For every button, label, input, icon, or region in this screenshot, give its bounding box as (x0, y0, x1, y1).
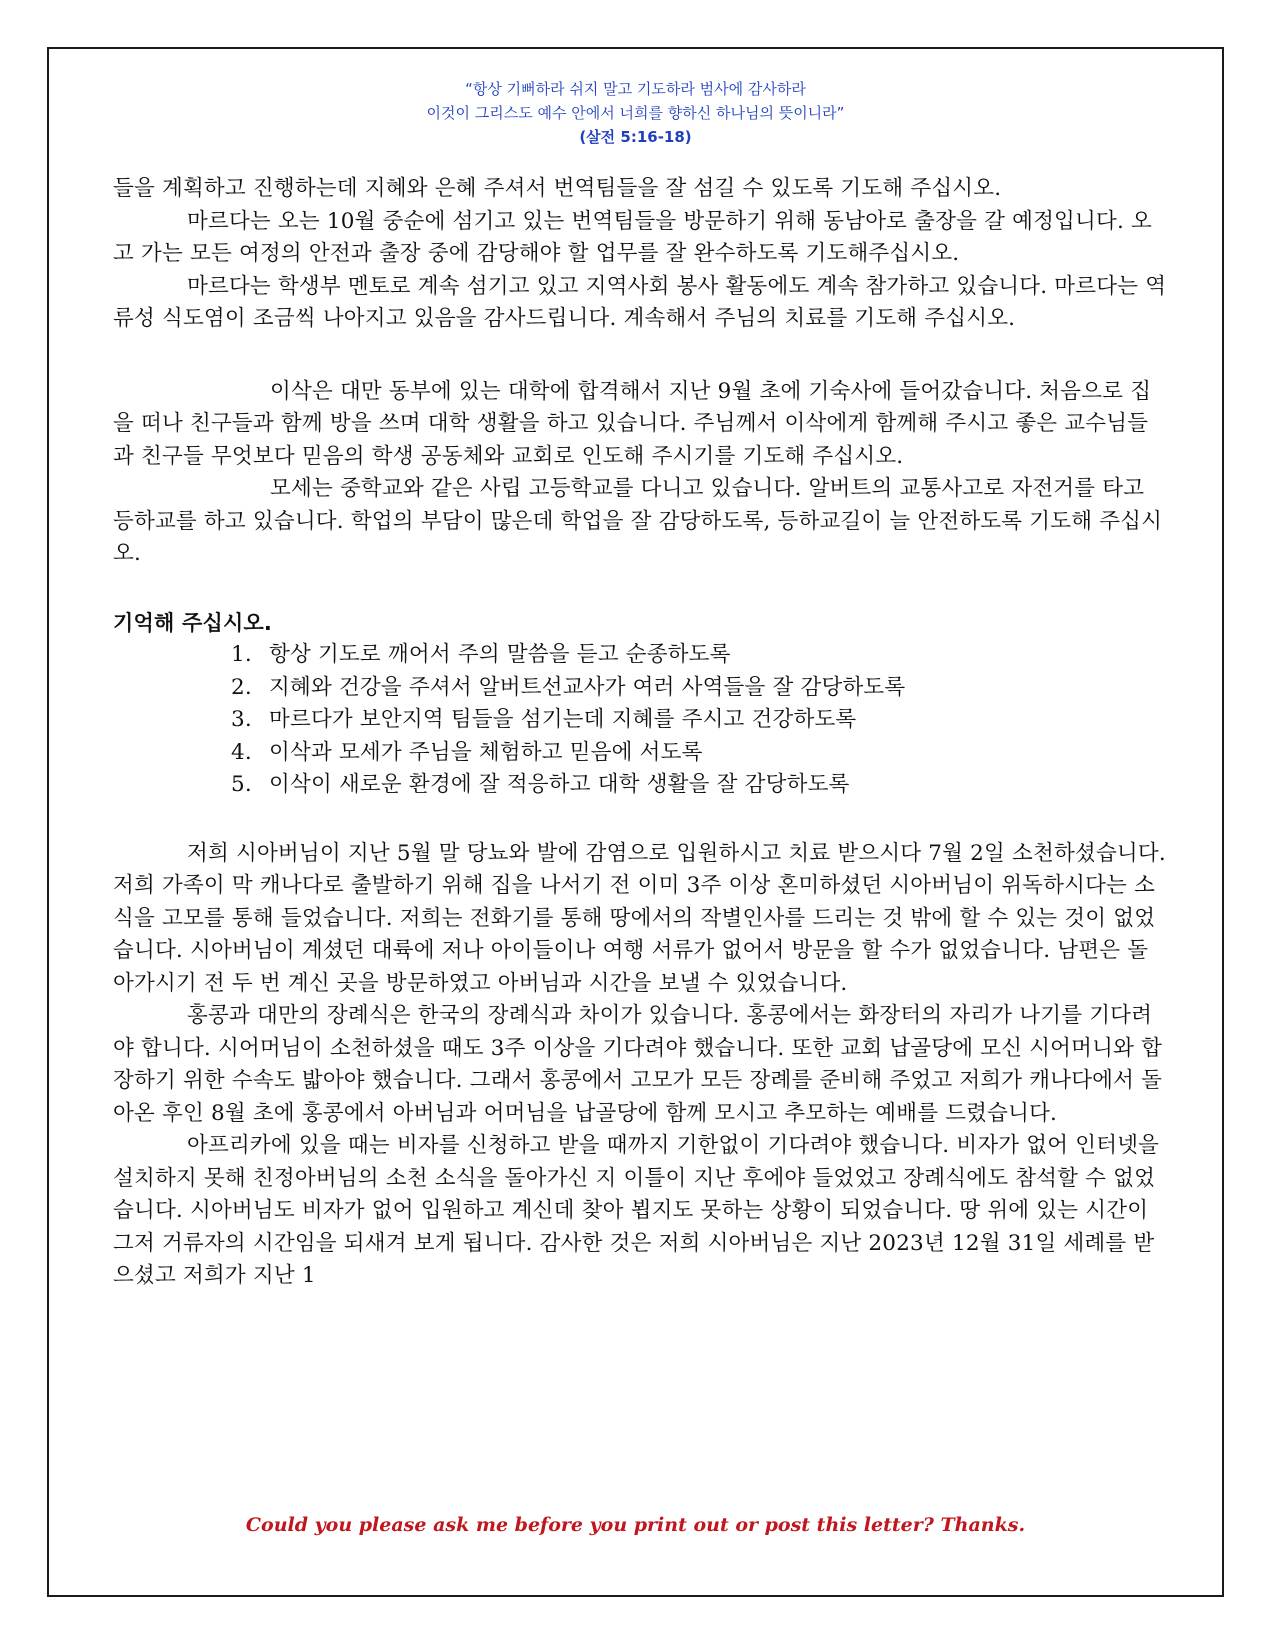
verse-header (49, 77, 1222, 149)
spacer (113, 571, 1169, 607)
paragraph-business-trip: 마르다는 오는 10월 중순에 섬기고 있는 번역팀들을 방문하기 위해 동남아로 출장을 갈 예정입니다. 오고 가는 모든 여정의 안전과 출장 중에 감당해야 할 업무를 잘 완수하도록 기도해주십시오. (113, 208, 1153, 266)
paragraph-isaac: 이삭은 대만 동부에 있는 대학에 합격해서 지난 9월 초에 기숙사에 들어갔습니다. 처음으로 집을 떠나 친구들과 함께 방을 쓰며 대학 생활을 하고 있습니다. 주님께서 이삭에게 함께해 주시고 좋은 교수님들과 친구들 무엇보다 믿음의 학생 공동체와 교회로 인도해 주시기를 기도해 주십시오. (113, 378, 1152, 469)
paragraph-africa-visa: 아프리카에 있을 때는 비자를 신청하고 받을 때까지 기한없이 기다려야 했습니다. 비자가 없어 인터넷을 설치하지 못해 친정아버님의 소천 소식을 돌아가신 지 이틀이 지난 후에야 들었었고 장례식에도 참석할 수 없었습니다. 시아버님도 비자가 없어 입원하고 계신데 찾아 뵙지도 못하는 상황이 되었습니다. 땅 위에 있는 시간이 그저 거류자의 시간임을 되새겨 보게 됩니다. 감사한 것은 저희 시아버님은 지난 2023년 12월 31일 세례를 받으셨고 저희가 지난 1 (113, 1133, 1160, 1288)
prayer-item: 2. 지혜와 건강을 주셔서 알버트선교사가 여러 사역들을 잘 감당하도록 (259, 672, 1169, 705)
verse-line-1: “항상 기뻐하라 쉬지 말고 기도하라 범사에 감사하라 (465, 80, 806, 98)
spacer (113, 336, 1169, 376)
letter-body (113, 173, 1169, 1293)
prayer-item: 5. 이삭이 새로운 환경에 잘 적응하고 대학 생활을 잘 감당하도록 (259, 769, 1169, 802)
spacer (113, 802, 1169, 838)
paragraph-martha-health: 마르다는 학생부 멘토로 계속 섬기고 있고 지역사회 봉사 활동에도 계속 참가하고 있습니다. 마르다는 역류성 식도염이 조금씩 나아지고 있음을 감사드립니다. 계속해서 주님의 치료를 기도해 주십시오. (113, 273, 1167, 331)
prayer-item: 4. 이삭과 모세가 주님을 체험하고 믿음에 서도록 (259, 737, 1169, 770)
footer-note: Could you please ask me before you print out or post this letter? Thanks. (245, 1514, 1026, 1536)
prayer-item: 3. 마르다가 보안지역 팀들을 섬기는데 지혜를 주시고 건강하도록 (259, 704, 1169, 737)
prayer-list-heading: 기억해 주십시오. (113, 610, 273, 635)
paragraph-translation-teams: 들을 계획하고 진행하는데 지혜와 은혜 주셔서 번역팀들을 잘 섬길 수 있도록 기도해 주십시오. (113, 176, 1002, 201)
page-frame (47, 47, 1224, 1597)
verse-line-2: 이것이 그리스도 예수 안에서 너희를 향하신 하나님의 뜻이니라” (426, 104, 845, 122)
paragraph-moses: 모세는 중학교와 같은 사립 고등학교를 다니고 있습니다. 알버트의 교통사고로 자전거를 타고 등하교를 하고 있습니다. 학업의 부담이 많은데 학업을 잘 감당하도록, 등하교길이 늘 안전하도록 기도해 주십시오. (113, 476, 1163, 566)
paragraph-father-in-law: 저희 시아버님이 지난 5월 말 당뇨와 발에 감염으로 입원하시고 치료 받으시다 7월 2일 소천하셨습니다. 저희 가족이 막 캐나다로 출발하기 위해 집을 나서기 전 이미 3주 이상 혼미하셨던 시아버님이 위독하시다는 소식을 고모를 통해 들었습니다. 저희는 전화기를 통해 땅에서의 작별인사를 드리는 것 밖에 할 수 있는 것이 없었습니다. 시아버님이 계셨던 대륙에 저나 아이들이나 여행 서류가 없어서 방문을 할 수가 없었습니다. 남편은 돌아가시기 전 두 번 계신 곳을 방문하였고 아버님과 시간을 보낼 수 있었습니다. (113, 840, 1166, 996)
prayer-item: 1. 항상 기도로 깨어서 주의 말씀을 듣고 순종하도록 (259, 639, 1169, 672)
verse-reference: (살전 5:16-18) (579, 128, 692, 146)
prayer-list (113, 639, 1169, 802)
paragraph-funeral: 홍콩과 대만의 장례식은 한국의 장례식과 차이가 있습니다. 홍콩에서는 화장터의 자리가 나기를 기다려야 합니다. 시어머님이 소천하셨을 때도 3주 이상을 기다려야 했습니다. 또한 교회 납골당에 모신 시어머니와 합장하기 위한 수속도 밟아야 했습니다. 그래서 홍콩에서 고모가 모든 장례를 준비해 주었고 저희가 캐나다에서 돌아온 후인 8월 초에 홍콩에서 아버님과 어머님을 납골당에 함께 모시고 추모하는 예배를 드렸습니다. (113, 1003, 1163, 1126)
